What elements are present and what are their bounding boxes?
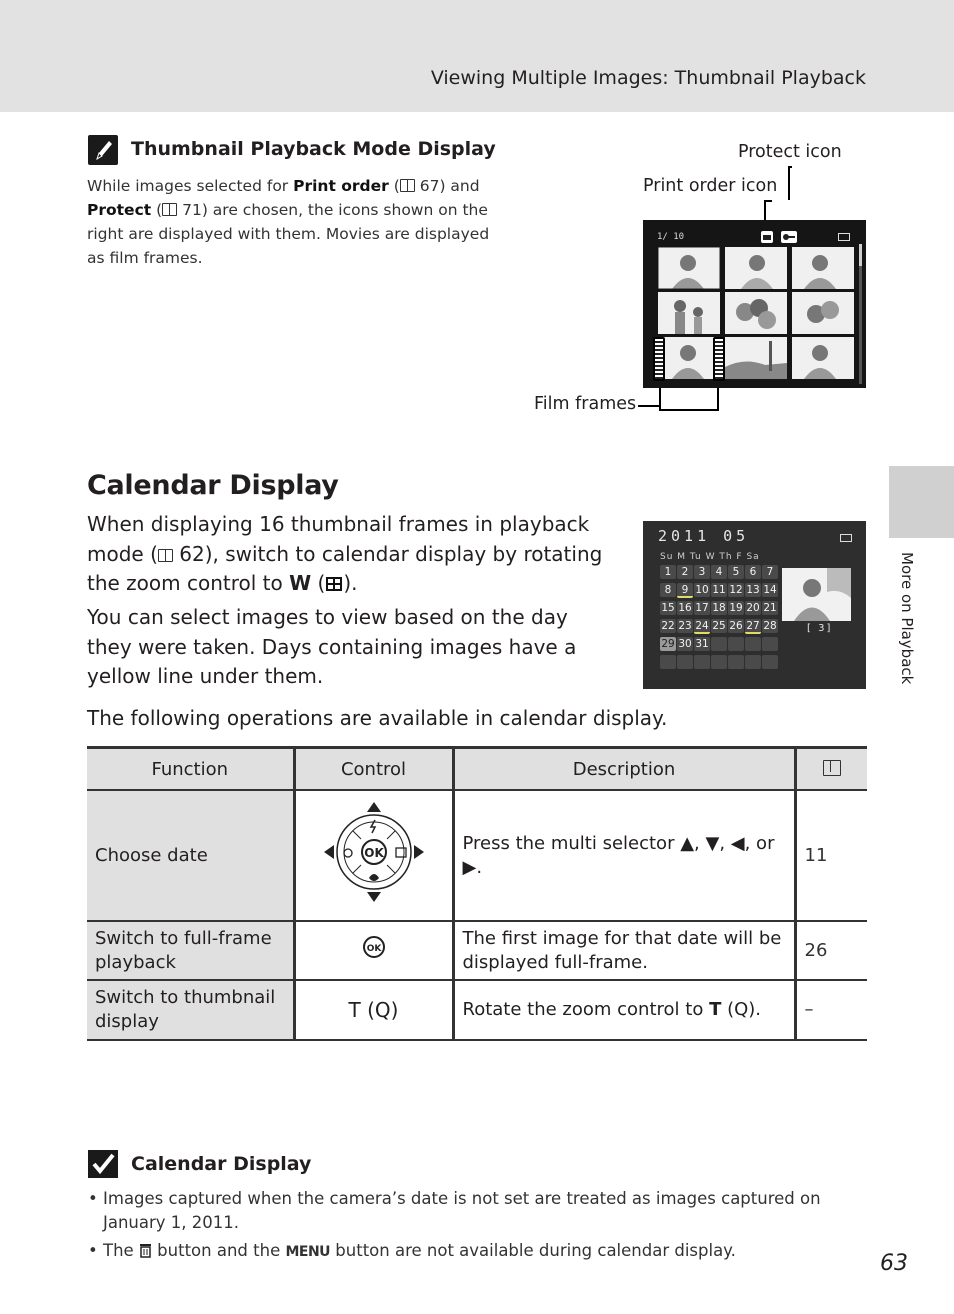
calendar-day: 20: [746, 602, 760, 614]
calendar-day: [728, 637, 744, 651]
page-cell: –: [795, 980, 867, 1040]
ok-label: OK: [366, 944, 381, 954]
calendar-day: 10: [695, 584, 709, 596]
page-cell: 26: [795, 921, 867, 980]
print-order-icon: [760, 230, 774, 244]
checkmark-note-icon: [88, 1150, 118, 1178]
paragraph: The following operations are available in calendar display.: [87, 706, 668, 730]
note-body: While images selected for Print order ( 67) and Protect ( 71) are chosen, the icons shown on the right are displayed with them. Movies are displayed as film frames.: [87, 177, 490, 267]
description-cell: Rotate the zoom control to T (Q).: [453, 980, 795, 1040]
calendar-day: [711, 655, 727, 669]
print-order-icon-label: Print order icon: [643, 176, 778, 196]
calendar-day: [762, 637, 778, 651]
col-header-control: Control: [294, 748, 453, 791]
calendar-day: [711, 637, 727, 651]
thumbnail: [658, 247, 720, 289]
bullet-list: [88, 1187, 863, 1268]
control-cell: [294, 790, 453, 921]
section-title: Calendar Display: [87, 470, 339, 501]
menu-button-label: MENU: [285, 1244, 331, 1260]
calendar-day: [762, 655, 778, 669]
calendar-day: 18: [712, 602, 726, 614]
table-row: [87, 980, 867, 1040]
calendar-day: 27: [746, 620, 760, 632]
calendar-day: 7: [762, 565, 778, 579]
thumbnail: [792, 247, 854, 289]
thumbnail: [792, 337, 854, 379]
description-cell: Press the multi selector ▲, ▼, ◀, or ▶.: [453, 790, 795, 921]
calendar-day: [677, 655, 693, 669]
reference-book-icon: [823, 760, 841, 776]
thumbnail: [792, 292, 854, 334]
calendar-day: 15: [661, 602, 675, 614]
calendar-preview-image: [782, 568, 851, 621]
note-title: Thumbnail Playback Mode Display: [131, 138, 496, 160]
paragraph: You can select images to view based on the day they were taken. Days containing images have a yellow line under them.: [87, 605, 577, 688]
thumbnail: [725, 247, 787, 289]
calendar-day: 4: [711, 565, 727, 579]
thumbnail: [658, 337, 720, 379]
page-number: 63: [880, 1251, 908, 1276]
control-cell: [294, 921, 453, 980]
calendar-day: [660, 655, 676, 669]
calendar-day: 17: [695, 602, 709, 614]
calendar-day: 31: [695, 638, 709, 650]
calendar-day: [745, 655, 761, 669]
film-frame-strip: [653, 337, 665, 381]
calendar-day: 29: [661, 638, 675, 650]
paragraph: When displaying 16 thumbnail frames in playback mode ( 62), switch to calendar display by rotating the zoom control to W ( ).: [87, 512, 603, 595]
thumbnail: [725, 292, 787, 334]
calendar-day: 16: [678, 602, 692, 614]
list-item: • Images captured when the camera’s date is not set are treated as images captured on January 1, 2011.: [88, 1187, 863, 1235]
function-cell: Choose date: [87, 790, 294, 921]
film-frame-strip: [713, 337, 725, 381]
ok-button-icon: [362, 935, 386, 959]
calendar-day: 21: [763, 602, 777, 614]
calendar-day: [745, 637, 761, 651]
protect-icon: [780, 230, 798, 244]
control-cell: T (Q): [294, 980, 453, 1040]
operations-table: [87, 746, 867, 1041]
thumbnail: [658, 292, 720, 334]
ok-label: OK: [363, 846, 384, 860]
calendar-day: 11: [712, 584, 726, 596]
list-item: • The button and the MENU button are not available during calendar display.: [88, 1239, 863, 1264]
calendar-day: 30: [678, 638, 692, 650]
trash-icon: [139, 1242, 152, 1258]
col-header-page: [795, 748, 867, 791]
calendar-day: 28: [763, 620, 777, 632]
side-tab: [889, 466, 954, 538]
running-header: Viewing Multiple Images: Thumbnail Playback: [430, 67, 866, 89]
col-header-function: Function: [87, 748, 294, 791]
calendar-day: 6: [745, 565, 761, 579]
thumbnail-playback-screen: [643, 220, 866, 388]
thumbnail: [725, 337, 787, 379]
function-cell: Switch to full-frame playback: [87, 921, 294, 980]
film-frames-label: Film frames: [534, 394, 637, 414]
description-cell: The first image for that date will be displayed full-frame.: [453, 921, 795, 980]
calendar-day: 8: [660, 583, 676, 597]
calendar-day: 5: [728, 565, 744, 579]
side-tab-label: More on Playback: [898, 552, 916, 685]
calendar-day: 14: [763, 584, 777, 596]
calendar-day: 9: [677, 583, 693, 598]
calendar-day: 23: [678, 620, 692, 632]
year-month: 2011 05: [658, 527, 750, 545]
warning-title: Calendar Display: [131, 1153, 312, 1175]
calendar-day: 2: [677, 565, 693, 579]
calendar-day: 3: [694, 565, 710, 579]
reference-book-icon: [158, 549, 173, 562]
table-row: [87, 790, 867, 921]
page-cell: 11: [795, 790, 867, 921]
thumbnail-grid-icon: [325, 576, 343, 592]
calendar-screen: [643, 521, 866, 689]
calendar-day: 1: [660, 565, 676, 579]
calendar-day: 24: [695, 620, 709, 632]
image-count: [ 3]: [807, 623, 833, 634]
calendar-day: 25: [712, 620, 726, 632]
calendar-day: 13: [746, 584, 760, 596]
calendar-day: [694, 655, 710, 669]
calendar-day: 26: [729, 620, 743, 632]
multi-selector-icon: [319, 800, 429, 904]
battery-icon: [840, 534, 852, 542]
calendar-day: 22: [661, 620, 675, 632]
col-header-description: Description: [453, 748, 795, 791]
weekday-header: Su M Tu W Th F Sa: [660, 552, 760, 562]
protect-icon-label: Protect icon: [738, 142, 842, 162]
calendar-day: [728, 655, 744, 669]
table-row: [87, 921, 867, 980]
function-cell: Switch to thumbnail display: [87, 980, 294, 1040]
frame-counter: 1/ 10: [657, 232, 685, 242]
scrollbar-thumb: [859, 244, 862, 266]
calendar-day: 19: [729, 602, 743, 614]
calendar-grid: [660, 565, 778, 672]
battery-icon: [838, 233, 850, 241]
calendar-day: 12: [729, 584, 743, 596]
